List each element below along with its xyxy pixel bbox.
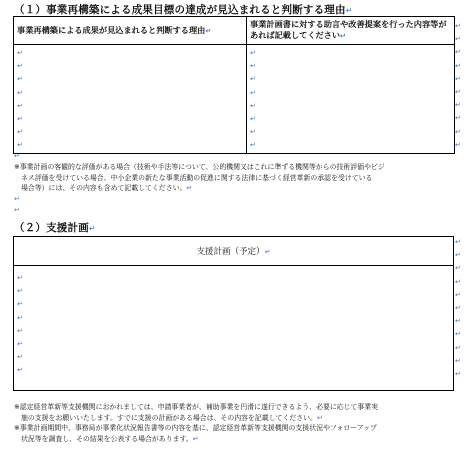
section1-note-line-last (14, 183, 454, 194)
section2-note-line: ※事業計画期間中、事務局が事業化状況報告書等の内容を基に、認定経営革新等支援機関の支援状況やフォローアップ (14, 424, 377, 432)
paragraph-mark-icon: ↵ (14, 206, 20, 214)
paragraph-mark-icon: ↵ (316, 413, 323, 422)
paragraph-mark-icon: ↵ (17, 366, 23, 375)
paragraph-mark-icon: ↵ (250, 75, 256, 84)
paragraph-mark-icon: ↵ (455, 356, 461, 365)
paragraph-mark-icon: ↵ (17, 101, 23, 110)
support-plan-header-cell (14, 237, 454, 266)
paragraph-mark-icon: ↵ (17, 62, 23, 71)
paragraph-mark-icon: ↵ (455, 238, 461, 246)
paragraph-mark-icon: ↵ (250, 49, 256, 57)
section1-note-line: ネス評価を受けている場合、中小企業の新たな事業活動の促進に関する法律に基づく経営革新の承認を受けている (21, 173, 373, 182)
paragraph-mark-icon: ↵ (17, 353, 23, 362)
section1-heading (14, 2, 353, 17)
paragraph-mark-icon: ↵ (17, 287, 23, 296)
section1-note-line: ※事業計画の客観的な評価がある場合（技術や手法等について、公的機関又はこれに準ずる機関等からの技術評価やビジ (14, 163, 385, 171)
paragraph-mark-icon: ↵ (17, 128, 23, 137)
paragraph-mark-icon: ↵ (17, 274, 23, 282)
paragraph-mark-icon: ↵ (250, 141, 256, 150)
paragraph-mark-icon: ↵ (455, 114, 461, 123)
paragraph-mark-icon: ↵ (250, 62, 256, 71)
paragraph-mark-icon: ↵ (455, 22, 461, 30)
paragraph-mark-icon: ↵ (186, 184, 193, 192)
advice-header-cell (247, 17, 455, 45)
paragraph-mark-icon: ↵ (192, 434, 199, 443)
paragraph-mark-icon: ↵ (17, 300, 23, 309)
paragraph-mark-icon: ↵ (455, 303, 461, 312)
paragraph-mark-icon: ↵ (455, 74, 461, 83)
paragraph-mark-icon: ↵ (455, 251, 461, 260)
paragraph-mark-icon: ↵ (88, 224, 96, 233)
paragraph-mark-icon: ↵ (250, 114, 256, 123)
section1-note (14, 162, 454, 194)
paragraph-mark-icon: ↵ (455, 61, 461, 70)
paragraph-mark-icon: ↵ (250, 88, 256, 97)
section2-heading-text: （２）支援計画 (14, 222, 89, 234)
reason-table (13, 16, 455, 154)
paragraph-mark-icon: ↵ (455, 140, 461, 149)
right-margin-marks (455, 236, 461, 381)
section1-heading-text: （１）事業再構築による成果目標の達成が見込まれると判断する理由 (14, 4, 346, 16)
paragraph-mark-icon: ↵ (17, 313, 23, 322)
paragraph-mark-icon: ↵ (455, 317, 461, 326)
reason-column-header: 事業再構築による成果が見込まれると判断する理由 (17, 24, 206, 35)
paragraph-mark-icon: ↵ (455, 101, 461, 110)
paragraph-mark-icon: ↵ (455, 290, 461, 299)
right-margin-marks (455, 20, 461, 152)
paragraph-mark-icon: ↵ (14, 152, 20, 160)
paragraph-mark-icon: ↵ (455, 277, 461, 286)
paragraph-mark-icon: ↵ (14, 195, 20, 203)
section1-note-text: 場合等）には、その内容も含めて記載してください。 (21, 184, 187, 192)
paragraph-mark-icon: ↵ (455, 264, 461, 273)
section2-note-line (14, 413, 454, 424)
reason-header-cell (14, 17, 247, 45)
paragraph-mark-icon: ↵ (17, 88, 23, 97)
reason-input-cell[interactable] (14, 45, 247, 154)
paragraph-mark-icon: ↵ (264, 248, 271, 256)
paragraph-mark-icon: ↵ (455, 343, 461, 352)
paragraph-mark-icon: ↵ (455, 35, 461, 44)
paragraph-mark-icon: ↵ (455, 48, 461, 57)
support-plan-header: 支援計画（予定） (196, 247, 265, 257)
paragraph-mark-icon: ↵ (17, 326, 23, 335)
support-plan-input-cell[interactable] (14, 266, 454, 391)
section2-note-text: 施の支援をお願いいたします。すでに支援の計画がある場合は、その内容を記載してください。 (21, 413, 317, 422)
section2-notes (14, 402, 454, 444)
paragraph-mark-icon: ↵ (455, 127, 461, 136)
paragraph-mark-icon: ↵ (17, 49, 23, 57)
paragraph-mark-icon: ↵ (250, 101, 256, 110)
paragraph-mark-icon: ↵ (17, 75, 23, 84)
advice-input-cell[interactable] (247, 45, 455, 154)
support-plan-table (13, 236, 454, 391)
paragraph-mark-icon: ↵ (17, 114, 23, 123)
section2-note-line: ※認定経営革新等支援機関におかれましては、申請事業者が、補助事業を円滑に遂行できるよう、必要に応じて事業実 (14, 403, 379, 411)
paragraph-mark-icon: ↵ (340, 32, 346, 40)
paragraph-mark-icon: ↵ (455, 330, 461, 339)
paragraph-mark-icon: ↵ (455, 87, 461, 96)
section2-heading (14, 220, 96, 235)
advice-column-header: 事業計画書に対する助言や改善提案を行った内容等があれば記載してください (250, 19, 447, 40)
paragraph-mark-icon: ↵ (205, 26, 212, 35)
paragraph-mark-icon: ↵ (250, 128, 256, 137)
section2-note-line (14, 434, 454, 445)
section2-note-text: 状況等を調査し、その結果を公表する場合があります。 (21, 434, 193, 443)
paragraph-mark-icon: ↵ (17, 339, 23, 348)
paragraph-mark-icon: ↵ (345, 6, 353, 15)
paragraph-mark-icon: ↵ (455, 369, 461, 378)
paragraph-mark-icon: ↵ (17, 141, 23, 150)
